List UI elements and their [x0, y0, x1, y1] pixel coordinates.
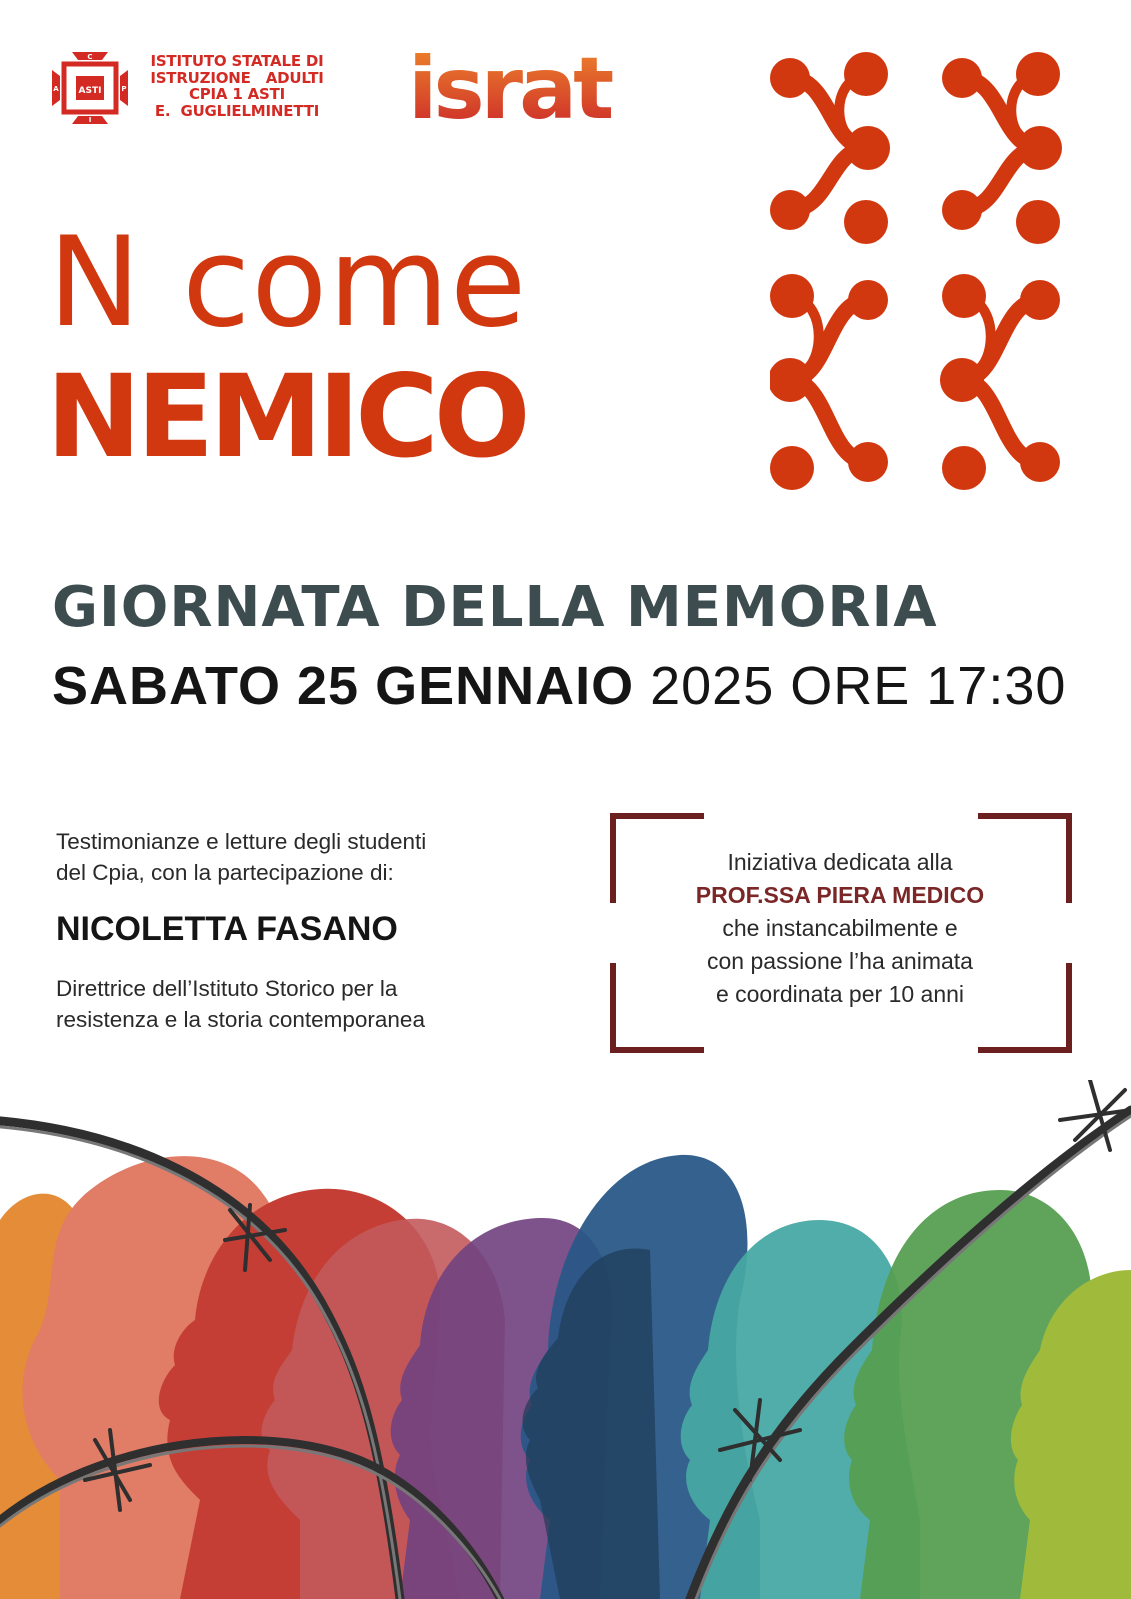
event-title: GIORNATA DELLA MEMORIA — [52, 575, 938, 640]
pattern-unit-tl — [770, 52, 890, 244]
cpia-logo-text — [132, 53, 342, 119]
event-date-day: SABATO 25 GENNAIO — [52, 656, 635, 716]
cpia-letter-i: I — [88, 116, 92, 124]
cpia-mark-text: ASTI — [78, 86, 102, 96]
dedication-line: e coordinata per 10 anni — [715, 981, 965, 1007]
intro-line: del Cpia, con la partecipazione di: — [56, 860, 394, 885]
dedication-line: Iniziativa dedicata alla — [727, 849, 953, 875]
cpia-line: E. GUGLIELMINETTI — [154, 101, 320, 120]
pattern-unit-tr — [942, 52, 1062, 244]
speaker-role-line: Direttrice dell’Istituto Storico per la — [56, 976, 398, 1001]
dedication-text — [640, 846, 1040, 1011]
israt-logo-text: israt — [408, 46, 611, 130]
cpia-emblem-icon — [52, 52, 128, 124]
speaker-name: NICOLETTA FASANO — [56, 910, 398, 948]
cpia-line: ISTRUZIONE ADULTI — [150, 68, 324, 87]
cpia-letter-c: C — [87, 53, 93, 61]
cpia-logo — [52, 50, 332, 126]
decorative-dots-pattern-icon — [770, 50, 1080, 490]
israt-logo — [408, 46, 628, 130]
intro-line: Testimonianze e letture degli studenti — [56, 829, 427, 854]
dedication-line: con passione l’ha animata — [707, 948, 973, 974]
pattern-unit-br — [940, 274, 1060, 490]
cpia-line: ISTITUTO STATALE DI — [150, 52, 324, 70]
pattern-unit-bl — [770, 274, 888, 490]
page-title-line2: NEMICO — [46, 350, 526, 483]
cpia-letter-p: P — [121, 85, 127, 93]
intro-text — [56, 826, 526, 888]
event-date — [52, 654, 1066, 718]
dedication-honoree: PROF.SSA PIERA MEDICO — [695, 882, 985, 908]
silhouettes-illustration — [0, 1080, 1131, 1599]
speaker-role — [56, 973, 526, 1035]
cpia-line: CPIA 1 ASTI — [188, 85, 286, 103]
event-date-time: 2025 ORE 17:30 — [634, 656, 1067, 716]
dedication-line: che instancabilmente e — [722, 915, 958, 941]
speaker-role-line: resistenza e la storia contemporanea — [56, 1007, 425, 1032]
page-title-line1: N come — [48, 211, 528, 355]
cpia-letter-a: A — [53, 85, 59, 93]
